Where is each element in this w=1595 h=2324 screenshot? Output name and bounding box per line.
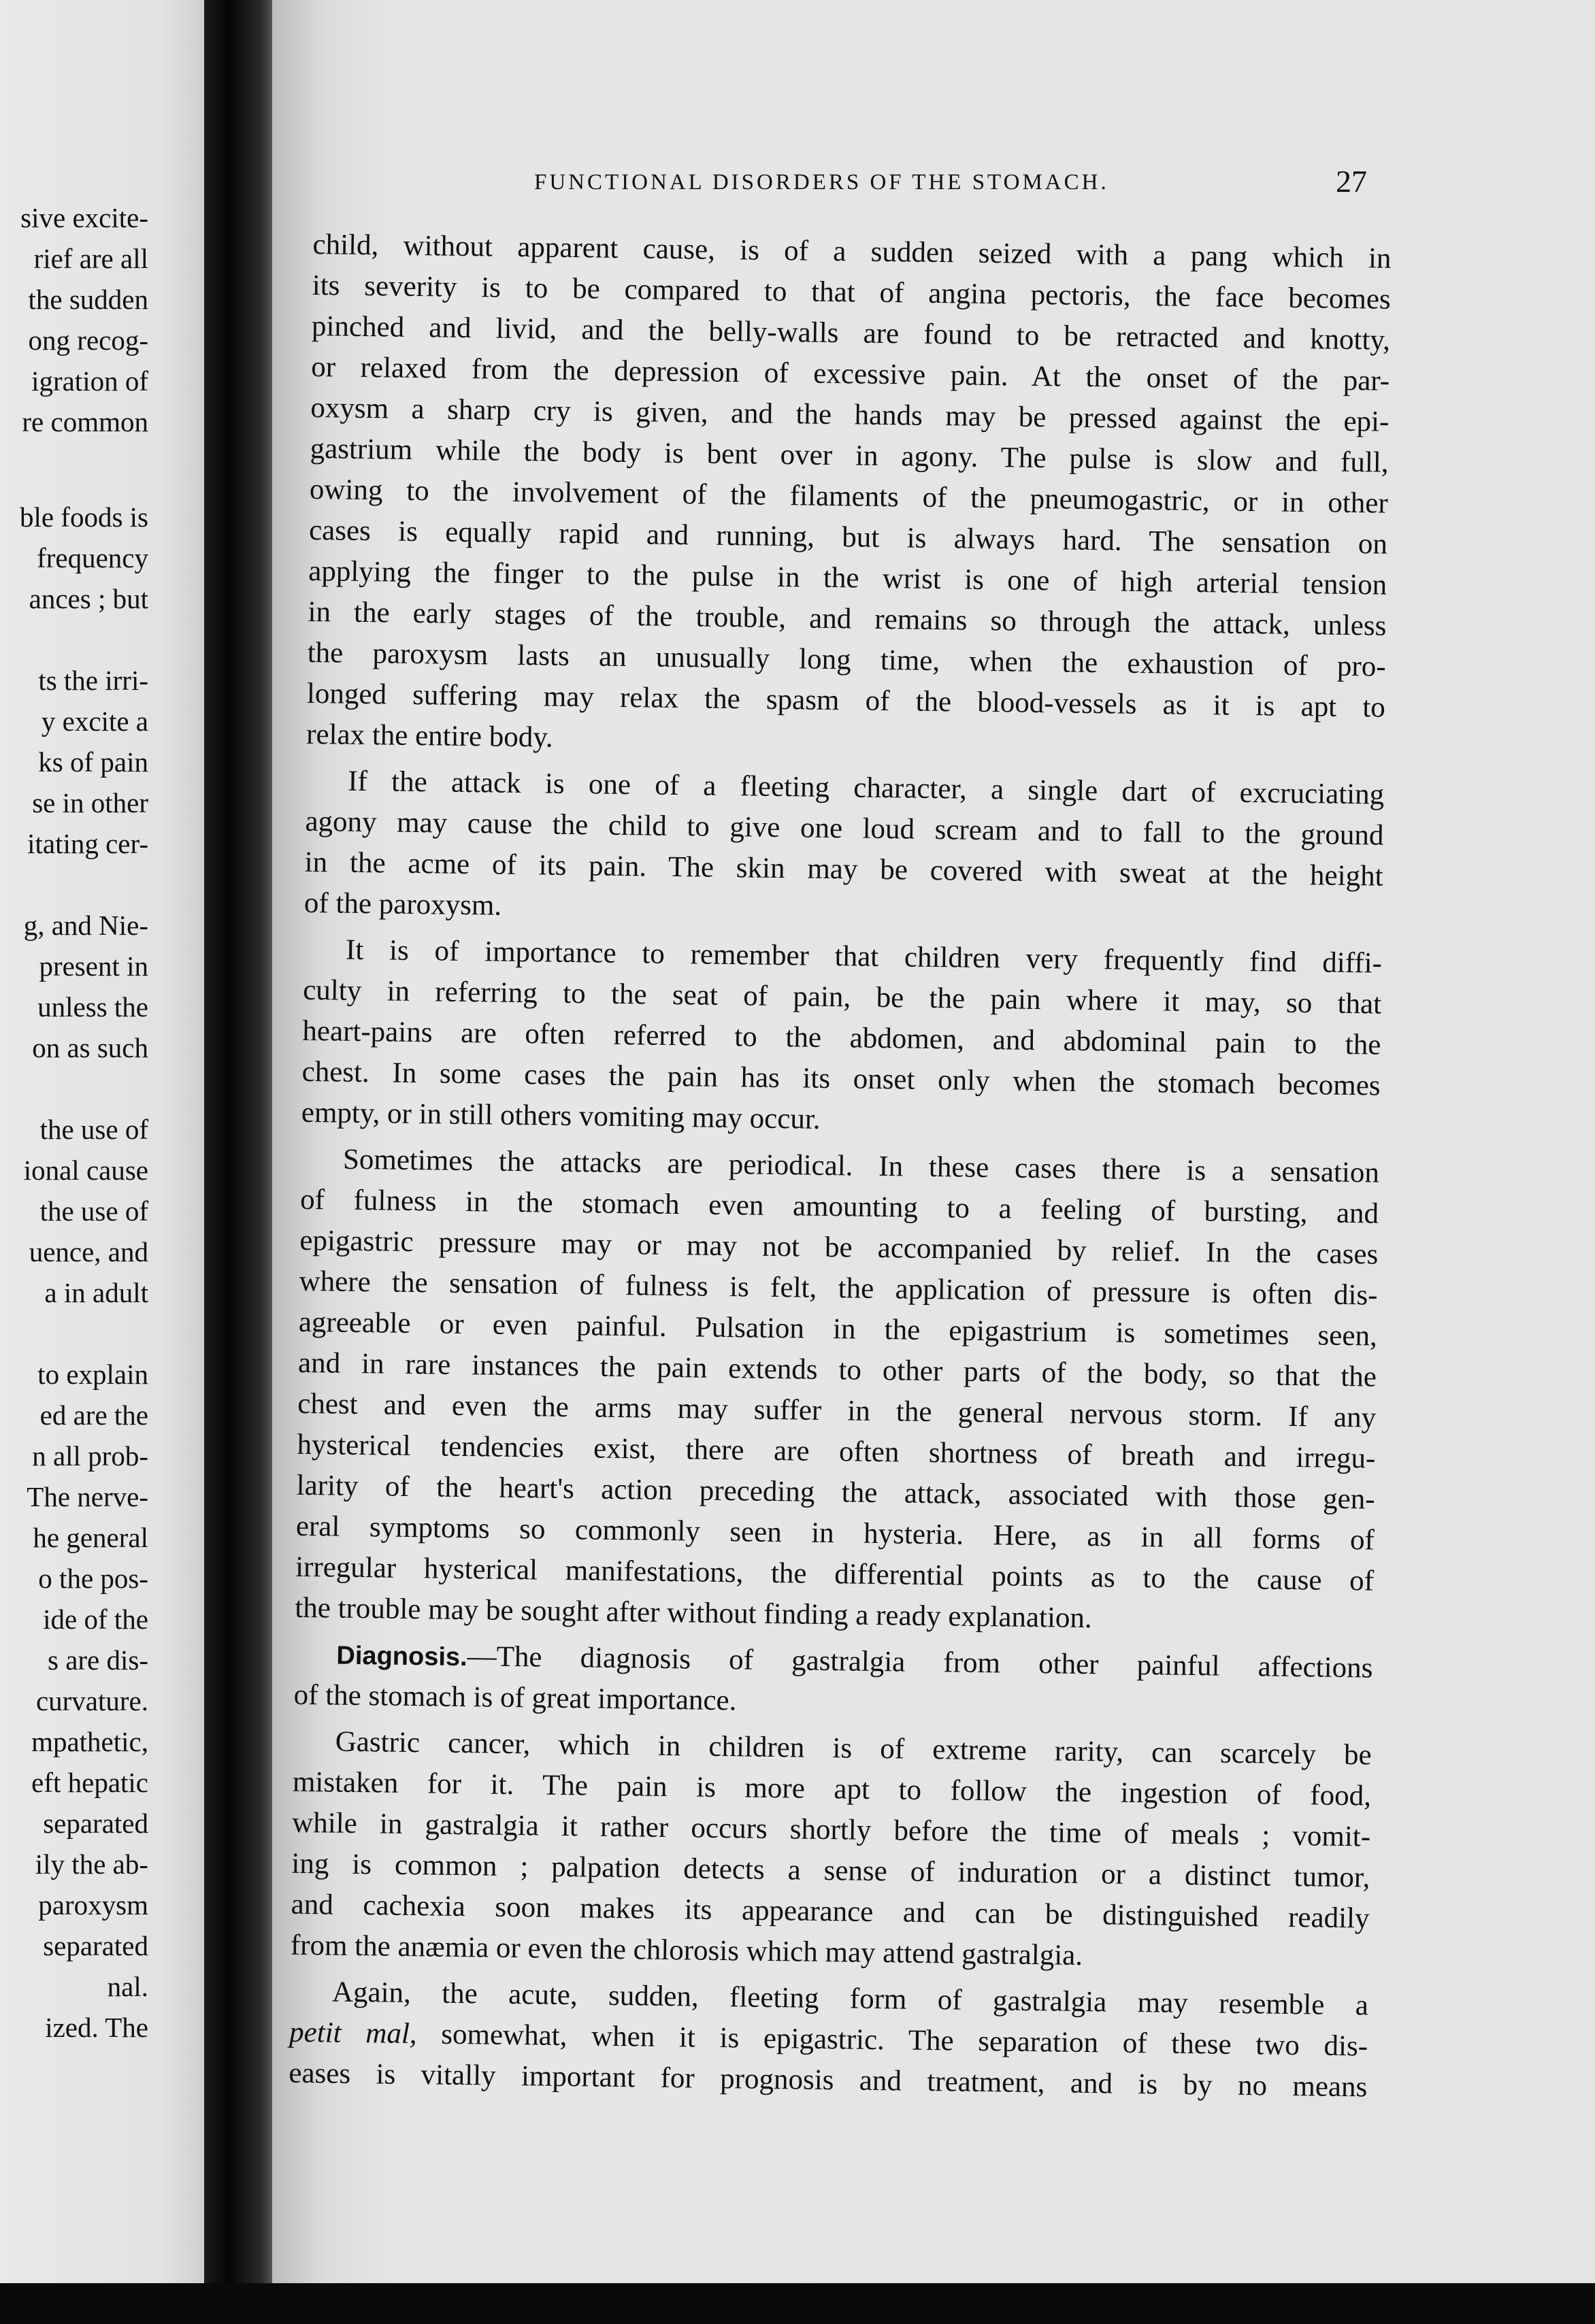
previous-page-line: sive excite- <box>20 202 148 233</box>
section-heading-diagnosis: Diagnosis. <box>336 1641 467 1672</box>
italic-phrase: petit mal, <box>289 2016 417 2051</box>
previous-page-line: se in other <box>32 787 148 818</box>
text-line: hysterical tendencies exist, there are often shortness of breath and irregu- <box>297 1428 1376 1475</box>
previous-page-line: nal. <box>107 1971 148 2002</box>
previous-page-line: ily the ab- <box>35 1848 148 1880</box>
previous-page-line: n all prob- <box>32 1440 148 1472</box>
previous-page-line: separated <box>43 1808 148 1839</box>
previous-page-line: re common <box>22 406 148 437</box>
previous-page-line: eft hepatic <box>31 1767 148 1798</box>
previous-page-line: curvature. <box>35 1685 148 1716</box>
text-line: heart-pains are often referred to the abdomen, and abdominal pain to the <box>302 1014 1381 1061</box>
previous-page-line: ble foods is <box>19 501 148 533</box>
text-line: from the anæmia or even the chlorosis which may attend gastralgia. <box>290 1929 1083 1972</box>
text-line: owing to the involvement of the filaments of the pneumogastric, or in other <box>309 473 1389 520</box>
text-line: culty in referring to the seat of pain, be the pain where it may, so that <box>302 974 1382 1020</box>
text-line: eral symptoms so commonly seen in hysteria. Here, as in all forms of <box>295 1510 1375 1557</box>
previous-page-line: y excite a <box>41 706 148 737</box>
text-line: its severity is to be compared to that of angina pectoris, the face becomes <box>312 269 1392 316</box>
text-line: ing is common ; palpation detects a sense of induration or a distinct tumor, <box>291 1847 1370 1894</box>
text-line: relax the entire body. <box>306 718 554 754</box>
previous-page-line: ances ; but <box>29 583 148 614</box>
text-line: mistaken for it. The pain is more apt to follow the ingestion of food, <box>292 1765 1372 1812</box>
previous-page-fragment <box>0 0 204 2286</box>
previous-page-line: ional cause <box>23 1155 148 1186</box>
text-line: in the acme of its pain. The skin may be covered with sweat at the height <box>304 846 1383 893</box>
text-line: empty, or in still others vomiting may occur. <box>301 1096 821 1135</box>
previous-page-line: ts the irri- <box>38 665 148 696</box>
text-line: of the stomach is of great importance. <box>293 1678 737 1717</box>
text-line: cases is equally rapid and running, but is always hard. The sensation on <box>308 514 1388 561</box>
text-line: agony may cause the child to give one loud scream and to fall to the ground <box>305 805 1384 852</box>
previous-page-line: g, and Nie- <box>23 910 148 941</box>
text-line: agreeable or even painful. Pulsation in the epigastrium is sometimes seen, <box>298 1306 1378 1352</box>
running-title: FUNCTIONAL DISORDERS OF THE STOMACH. <box>534 170 1109 195</box>
previous-page-line: igration of <box>31 365 148 397</box>
text-line: Sometimes the attacks are periodical. In these cases there is a sensation <box>342 1143 1380 1189</box>
page-body-text <box>289 225 1392 2108</box>
text-line: eases is vitally important for prognosis and treatment, and is by no means <box>289 2057 1368 2104</box>
previous-page-line: s are dis- <box>47 1644 148 1676</box>
text-line: Again, the acute, sudden, fleeting form of gastralgia may resemble a <box>331 1976 1369 2022</box>
previous-page-line: the use of <box>39 1114 148 1145</box>
previous-page-line: rief are all <box>33 243 148 274</box>
text-line: the trouble may be sought after without finding a ready explanation. <box>295 1591 1093 1635</box>
text-line: pinched and livid, and the belly-walls are found to be retracted and knotty, <box>311 310 1391 356</box>
previous-page-line: to explain <box>37 1359 148 1390</box>
text-line: chest. In some cases the pain has its onset only when the stomach becomes <box>301 1055 1381 1102</box>
text-line: chest and even the arms may suffer in the general nervous storm. If any <box>297 1387 1377 1434</box>
previous-page-line: ed are the <box>39 1399 148 1431</box>
previous-page-line: uence, and <box>29 1236 148 1267</box>
previous-page-line: ong recog- <box>28 325 148 356</box>
text-run: —The diagnosis of gastralgia from other painful affections <box>467 1640 1373 1684</box>
text-line: It is of importance to remember that children very frequently find diffi- <box>345 933 1383 980</box>
text-line: while in gastralgia it rather occurs shortly before the time of meals ; vomit- <box>291 1806 1371 1853</box>
text-line: applying the finger to the pulse in the wrist is one of high arterial tension <box>308 554 1387 601</box>
previous-page-line: paroxysm <box>38 1889 148 1921</box>
previous-page-line: The nerve- <box>27 1481 148 1512</box>
text-line: and in rare instances the pain extends to other parts of the body, so that the <box>297 1346 1377 1393</box>
text-line: of fulness in the stomach even amounting to a feeling of bursting, and <box>299 1183 1379 1230</box>
previous-page-line: o the pos- <box>38 1563 148 1594</box>
text-line: and cachexia soon makes its appearance and can be distinguished readily <box>291 1888 1370 1935</box>
text-run: somewhat, when it is epigastric. The separation of these two dis- <box>416 2018 1368 2063</box>
previous-page-line: itating cer- <box>27 828 148 859</box>
previous-page-line: separated <box>43 1930 148 1961</box>
scan-bottom-edge <box>0 2283 1595 2324</box>
text-line: oxysm a sharp cry is given, and the hands may be pressed against the epi- <box>310 391 1390 438</box>
text-line: longed suffering may relax the spasm of the blood-vessels as it is apt to <box>306 677 1386 724</box>
text-line: child, without apparent cause, is of a sudden seized with a pang which in <box>312 228 1392 275</box>
previous-page-line: the use of <box>39 1195 148 1227</box>
previous-page-line: ks of pain <box>38 746 148 778</box>
text-line: gastrium while the body is bent over in agony. The pulse is slow and full, <box>310 432 1389 479</box>
previous-page-line: on as such <box>32 1032 148 1063</box>
text-line: If the attack is one of a fleeting character, a single dart of excruciating <box>347 765 1385 811</box>
text-line: larity of the heart's action preceding the attack, associated with those gen- <box>296 1469 1375 1516</box>
text-line: of the paroxysm. <box>303 886 502 922</box>
page-number: 27 <box>1336 164 1367 199</box>
previous-page-line: present in <box>39 950 148 982</box>
text-line: the paroxysm lasts an unusually long time, when the exhaustion of pro- <box>307 636 1386 683</box>
previous-page-line: mpathetic, <box>31 1726 148 1757</box>
text-line: irregular hysterical manifestations, the differential points as to the cause of <box>295 1550 1375 1597</box>
previous-page-line: a in adult <box>44 1277 148 1308</box>
text-line: or relaxed from the depression of excessive pain. At the onset of the par- <box>310 350 1390 397</box>
previous-page-line: unless the <box>37 991 148 1023</box>
text-line: epigastric pressure may or may not be accompanied by relief. In the cases <box>299 1224 1379 1271</box>
previous-page-line: he general <box>33 1522 148 1553</box>
text-line: in the early stages of the trouble, and remains so through the attack, unless <box>308 595 1387 642</box>
text-line: where the sensation of fulness is felt, the application of pressure is often dis- <box>299 1265 1378 1312</box>
previous-page-line: ized. The <box>45 2012 148 2043</box>
previous-page-line: the sudden <box>28 284 148 315</box>
previous-page-line: frequency <box>37 542 148 574</box>
text-line: Gastric cancer, which in children is of extreme rarity, can scarcely be <box>335 1725 1372 1772</box>
previous-page-line: ide of the <box>43 1604 148 1635</box>
